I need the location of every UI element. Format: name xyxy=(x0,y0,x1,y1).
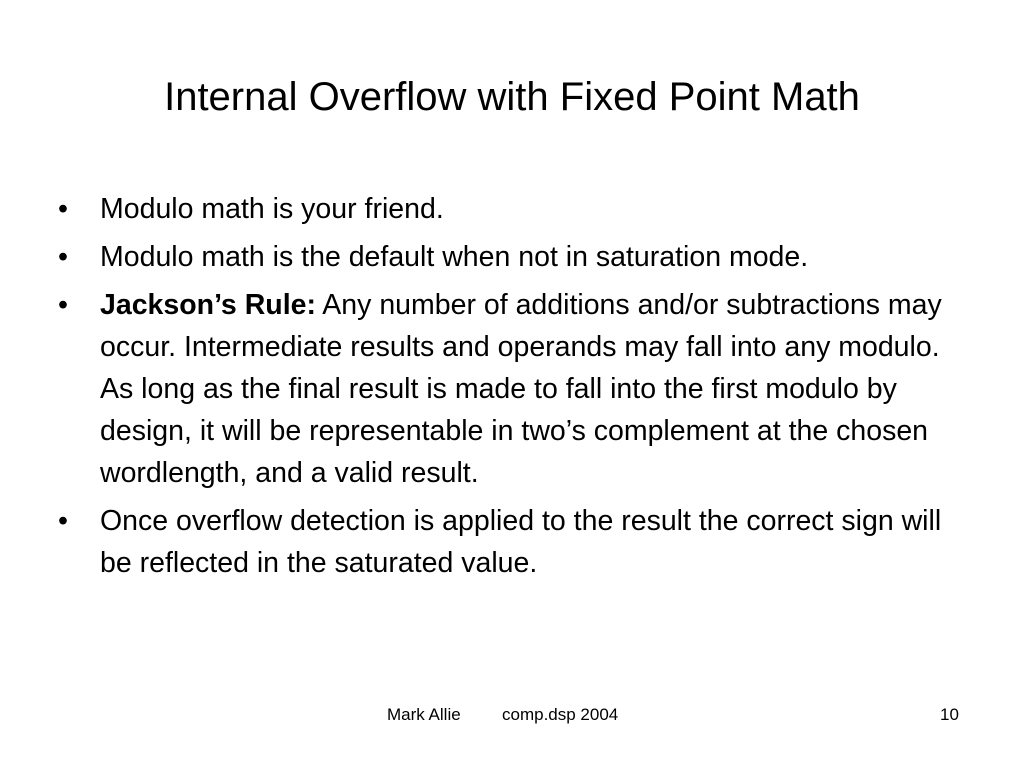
bullet-text: Once overflow detection is applied to the result the correct sign will be reflected in the saturated value. xyxy=(100,505,942,579)
footer-source: comp.dsp 2004 xyxy=(502,705,619,724)
bullet-icon: • xyxy=(58,289,68,321)
bullet-text: Any number of additions and/or subtractions may occur. Intermediate results and operands may fall into any modulo. As long as the final result is made to fall into the first modulo by design, it will be representable in two’s complement at the chosen wordlength, and a valid result. xyxy=(100,289,942,489)
bullet-item xyxy=(58,284,978,494)
rule-name: Jackson’s Rule: xyxy=(100,289,316,321)
bullet-icon: • xyxy=(58,505,68,537)
page-number: 10 xyxy=(940,705,959,724)
bullet-item xyxy=(58,236,978,278)
bullet-icon: • xyxy=(58,241,68,273)
slide-title: Internal Overflow with Fixed Point Math xyxy=(164,75,860,119)
bullet-item xyxy=(58,500,978,584)
footer-author: Mark Allie xyxy=(387,705,461,724)
bullet-text: Modulo math is your friend. xyxy=(100,193,444,225)
bullet-list xyxy=(58,188,978,590)
bullet-item xyxy=(58,188,978,230)
bullet-icon: • xyxy=(58,193,68,225)
bullet-text: Modulo math is the default when not in saturation mode. xyxy=(100,241,809,273)
